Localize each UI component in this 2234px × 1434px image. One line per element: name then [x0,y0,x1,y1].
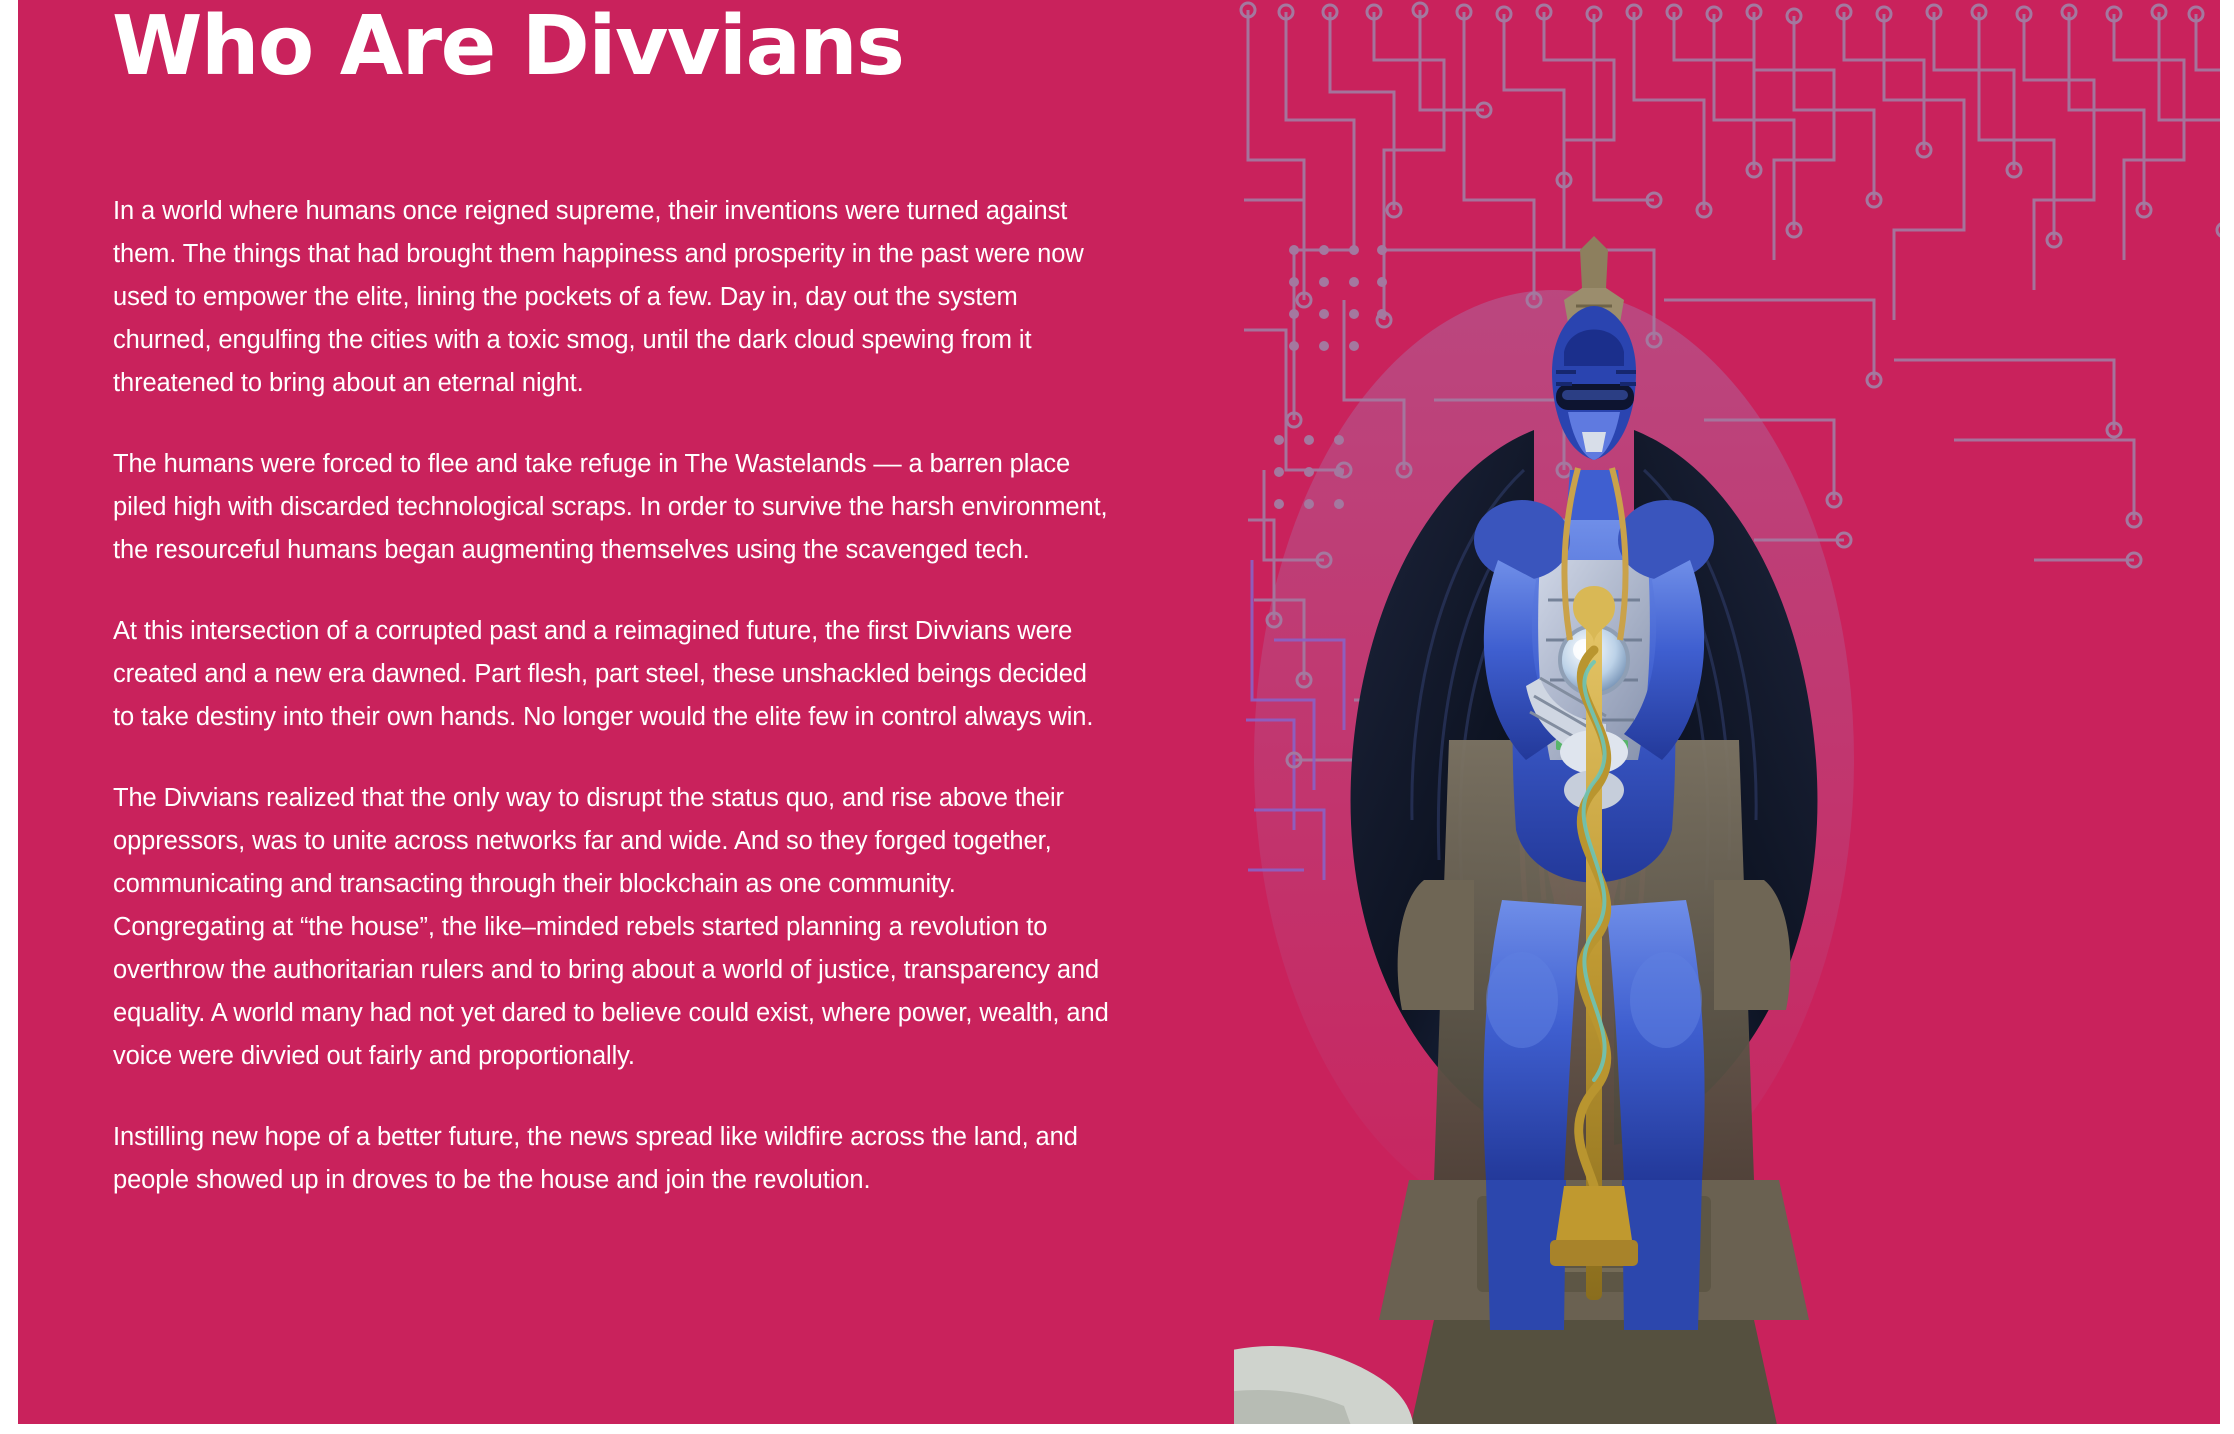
divvian-on-throne-illustration [1234,0,2234,1434]
page-left-margin [0,0,18,1434]
page-bottom-margin [0,1424,2234,1434]
paragraph-3: At this intersection of a corrupted past and a reimagined future, the first Divvians were created and a new era dawned. Part flesh, part steel, these unshackled beings decided to take destiny into their own hands. No longer would the elite few in control always win. [113,617,1094,731]
page-right-margin [2220,0,2234,1434]
page-title: Who Are Divvians [112,0,904,94]
paragraph-2: The humans were forced to flee and take refuge in The Wastelands –– a barren place piled high with discarded technological scraps. In order to survive the harsh environment, the resourceful humans began augmenting themselves using the scavenged tech. [113,450,1108,564]
paragraph-4: The Divvians realized that the only way to disrupt the status quo, and rise above their oppressors, was to unite across networks far and wide. And so they forged together, communicating and transacting through their blockchain as one community. Congregating at “the house”, the like–minded rebels started planning a revolution to overthrow the authoritarian rulers and to bring about a world of justice, transparency and equality. A world many had not yet dared to believe could exist, where power, wealth, and voice were divvied out fairly and proportionally. [113,784,1109,1070]
paragraph-1: In a world where humans once reigned supreme, their inventions were turned against them. The things that had brought them happiness and prosperity in the past were now used to empower the elite, lining the pockets of a few. Day in, day out the system churned, engulfing the cities with a toxic smog, until the dark cloud spewing from it threatened to bring about an eternal night. [113,197,1084,397]
paragraph-5: Instilling new hope of a better future, the news spread like wildfire across the land, and people showed up in droves to be the house and join the revolution. [113,1123,1078,1194]
article-body [113,190,1113,1202]
